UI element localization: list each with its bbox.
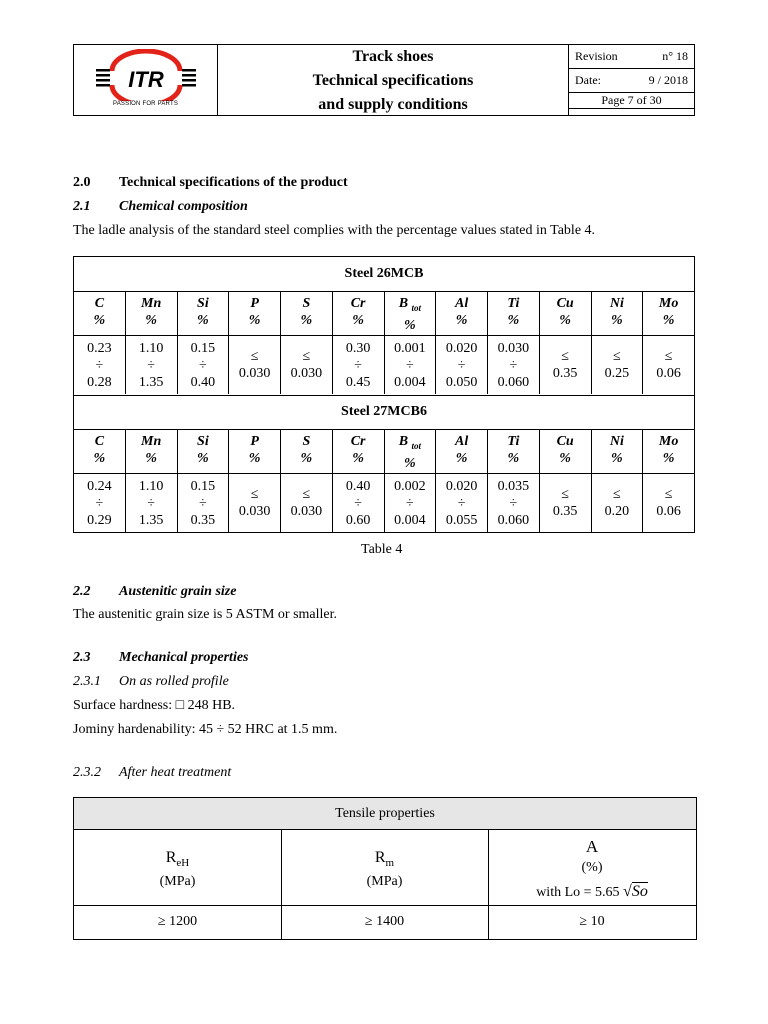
composition-value-cell xyxy=(643,336,694,394)
composition-value: ÷ xyxy=(147,357,155,373)
element-symbol: C xyxy=(94,434,105,449)
composition-value-cell xyxy=(436,474,488,532)
unit-label: % xyxy=(455,451,468,466)
jominy-text: Jominy hardenability: 45 ÷ 52 HRC at 1.5 mm. xyxy=(73,722,338,737)
unit-label: % xyxy=(145,451,157,466)
sqrt-icon: √ xyxy=(623,883,632,900)
unit-label: % xyxy=(507,451,520,466)
reh-unit: (MPa) xyxy=(159,874,196,890)
composition-value: 0.060 xyxy=(497,374,530,390)
composition-value-cell xyxy=(540,474,592,532)
composition-value: ≤ xyxy=(250,349,259,364)
composition-value: ÷ xyxy=(199,357,207,373)
composition-value: ÷ xyxy=(95,495,104,511)
subsection-number: 2.3.1 xyxy=(73,674,101,689)
composition-value-cell xyxy=(281,336,333,394)
element-header-cell xyxy=(74,291,126,335)
composition-value: 0.28 xyxy=(87,374,112,390)
composition-value: ÷ xyxy=(406,357,414,373)
document-title xyxy=(218,45,569,115)
element-header-cell xyxy=(229,291,281,335)
composition-value: ÷ xyxy=(509,495,518,511)
element-symbol: S xyxy=(302,296,311,311)
unit-label: % xyxy=(93,451,106,466)
composition-value-cell xyxy=(333,474,385,532)
subsection-heading: After heat treatment xyxy=(119,765,232,780)
section-number: 2.3 xyxy=(73,650,91,665)
composition-value: 0.24 xyxy=(87,478,112,494)
element-header-cell xyxy=(74,429,126,473)
chemical-composition-table xyxy=(73,256,695,533)
element-header-cell xyxy=(333,429,385,473)
composition-value-cell xyxy=(488,474,540,532)
composition-value: 0.030 xyxy=(290,504,323,519)
composition-value: ÷ xyxy=(199,495,207,511)
element-header-cell xyxy=(126,291,178,335)
element-symbol: Ni xyxy=(609,296,624,311)
element-symbol: Ni xyxy=(609,434,624,449)
composition-value-cell xyxy=(643,474,694,532)
date-label: Date: xyxy=(575,73,601,87)
unit-label: % xyxy=(352,451,364,466)
composition-value: 0.40 xyxy=(190,374,216,390)
composition-value: ÷ xyxy=(509,357,518,373)
composition-value-cell xyxy=(592,474,644,532)
composition-value-cell xyxy=(281,474,333,532)
composition-value: 0.15 xyxy=(190,340,216,356)
composition-value: ≤ xyxy=(302,349,311,364)
composition-value: 0.06 xyxy=(656,366,681,381)
composition-value: 0.35 xyxy=(552,366,578,381)
element-symbol: Ti xyxy=(507,296,520,311)
composition-value-cell xyxy=(488,336,540,394)
composition-value: 0.030 xyxy=(238,504,271,519)
unit-label: % xyxy=(248,451,261,466)
composition-value-cell xyxy=(229,336,281,394)
section-heading: Technical specifications of the product xyxy=(119,175,348,190)
composition-value: 0.030 xyxy=(497,340,530,356)
gauge-length-text: with Lo = 5.65 xyxy=(536,885,620,900)
reh-subscript: eH xyxy=(176,857,190,870)
composition-value: 0.40 xyxy=(345,478,371,494)
composition-value: 0.004 xyxy=(394,374,426,390)
element-header-cell xyxy=(540,291,592,335)
element-header-cell xyxy=(488,429,540,473)
composition-value: 1.10 xyxy=(138,478,164,494)
section-heading: Mechanical properties xyxy=(119,650,249,665)
element-header-cell xyxy=(643,429,694,473)
composition-value-cell xyxy=(592,336,644,394)
composition-value: 0.050 xyxy=(445,374,478,390)
composition-value: 0.60 xyxy=(345,512,371,528)
composition-values-row xyxy=(74,336,694,394)
composition-value: ≤ xyxy=(613,487,621,502)
date-value: 9 / 2018 xyxy=(648,73,688,87)
element-header-cell xyxy=(592,291,644,335)
composition-value-cell xyxy=(540,336,592,394)
composition-value: 0.060 xyxy=(497,512,530,528)
composition-value: 0.002 xyxy=(394,478,426,494)
element-header-cell xyxy=(333,291,385,335)
sqrt-operand: So xyxy=(631,883,648,900)
document-meta xyxy=(569,45,694,115)
composition-value-cell xyxy=(333,336,385,394)
unit-label: % xyxy=(455,313,468,328)
element-header-cell xyxy=(229,429,281,473)
date-row xyxy=(569,69,694,93)
composition-value-cell xyxy=(385,336,437,394)
element-symbol: Cu xyxy=(556,296,574,311)
section-number: 2.1 xyxy=(73,199,91,214)
composition-value: 0.29 xyxy=(87,512,112,528)
composition-value: ÷ xyxy=(457,495,466,511)
rm-unit: (MPa) xyxy=(366,874,403,890)
section-number: 2.2 xyxy=(73,584,91,599)
composition-value: ≤ xyxy=(561,349,569,364)
element-header-cell xyxy=(281,429,333,473)
steel-grade-title: Steel 26MCB xyxy=(344,266,424,281)
composition-value: 0.20 xyxy=(604,504,630,519)
composition-value: 0.30 xyxy=(345,340,371,356)
element-header-row xyxy=(74,429,694,473)
element-symbol: S xyxy=(302,434,311,449)
element-header-cell xyxy=(385,291,437,335)
element-symbol: Mo xyxy=(658,296,679,311)
element-symbol: Al xyxy=(455,296,469,311)
element-symbol: Cu xyxy=(556,434,574,449)
element-symbol: B xyxy=(398,296,409,311)
reh-symbol: R xyxy=(165,849,177,866)
title-line: and supply conditions xyxy=(318,96,468,113)
composition-value: 0.035 xyxy=(497,478,530,494)
element-symbol: Si xyxy=(197,296,209,311)
company-logo xyxy=(74,45,218,115)
revision-label: Revision xyxy=(575,49,618,63)
composition-value-cell xyxy=(178,336,230,394)
surface-hardness-text: Surface hardness: □ 248 HB. xyxy=(73,698,236,713)
composition-value: 0.35 xyxy=(552,504,578,519)
unit-label: % xyxy=(404,455,416,471)
unit-label: % xyxy=(611,313,623,328)
composition-value: 0.15 xyxy=(190,478,216,494)
composition-value: ÷ xyxy=(457,357,466,373)
element-header-cell xyxy=(540,429,592,473)
revision-value: n° 18 xyxy=(662,49,688,63)
table-caption: Table 4 xyxy=(361,542,403,557)
composition-value: 0.23 xyxy=(87,340,112,356)
composition-values-row xyxy=(74,474,694,532)
reh-value: ≥ 1200 xyxy=(157,914,198,929)
unit-label: % xyxy=(352,313,364,328)
element-symbol: Mo xyxy=(658,434,679,449)
unit-label: % xyxy=(611,451,623,466)
reh-header xyxy=(74,848,281,891)
element-symbol: Al xyxy=(455,434,469,449)
composition-value: ≤ xyxy=(302,487,311,502)
section-number: 2.0 xyxy=(73,175,91,190)
element-subscript: tot xyxy=(411,302,422,313)
element-header-cell xyxy=(126,429,178,473)
itr-logo-icon xyxy=(92,49,200,101)
composition-value-cell xyxy=(385,474,437,532)
steel-grade-title: Steel 27MCB6 xyxy=(341,404,427,419)
composition-value: 0.06 xyxy=(656,504,681,519)
elongation-symbol: A xyxy=(585,837,599,856)
composition-value: 1.35 xyxy=(138,512,164,528)
logo-wordmark: ITR xyxy=(128,67,164,92)
composition-value: 0.35 xyxy=(190,512,216,528)
composition-value: 1.10 xyxy=(138,340,164,356)
element-symbol: Cr xyxy=(350,434,366,449)
element-symbol: C xyxy=(94,296,105,311)
composition-value: 0.45 xyxy=(345,374,371,390)
element-header-row xyxy=(74,291,694,335)
unit-label: % xyxy=(248,313,261,328)
unit-label: % xyxy=(300,313,313,328)
title-line: Track shoes xyxy=(352,48,434,65)
element-symbol: B xyxy=(398,434,409,449)
element-header-cell xyxy=(385,429,437,473)
unit-label: % xyxy=(93,313,106,328)
paragraph: The austenitic grain size is 5 ASTM or smaller. xyxy=(73,607,338,622)
revision-row xyxy=(569,45,694,69)
composition-value: 0.055 xyxy=(445,512,478,528)
composition-value: 0.020 xyxy=(445,340,478,356)
unit-label: % xyxy=(662,451,675,466)
composition-value-cell xyxy=(74,474,126,532)
composition-value-cell xyxy=(178,474,230,532)
elongation-value: ≥ 10 xyxy=(579,914,605,929)
element-symbol: Cr xyxy=(350,296,366,311)
composition-value: ÷ xyxy=(147,495,155,511)
document-header xyxy=(73,44,695,116)
unit-label: % xyxy=(559,451,571,466)
composition-value: ÷ xyxy=(406,495,414,511)
element-symbol: Mn xyxy=(141,434,162,449)
composition-value-cell xyxy=(126,474,178,532)
composition-value: ÷ xyxy=(354,357,362,373)
composition-value: 0.030 xyxy=(290,366,323,381)
composition-value-cell xyxy=(436,336,488,394)
element-symbol: P xyxy=(250,434,259,449)
subsection-number: 2.3.2 xyxy=(73,765,101,780)
composition-value: ≤ xyxy=(613,349,621,364)
gauge-length-formula xyxy=(488,882,696,903)
composition-value: ≤ xyxy=(664,349,673,364)
composition-value: 0.004 xyxy=(394,512,426,528)
composition-value: ≤ xyxy=(561,487,569,502)
element-header-cell xyxy=(436,429,488,473)
element-symbol: Ti xyxy=(507,434,520,449)
rm-value: ≥ 1400 xyxy=(364,914,405,929)
composition-value-cell xyxy=(74,336,126,394)
rm-header xyxy=(281,848,488,891)
composition-value: 0.25 xyxy=(604,366,630,381)
composition-value: 0.030 xyxy=(238,366,271,381)
element-header-cell xyxy=(592,429,644,473)
composition-value: ÷ xyxy=(354,495,362,511)
composition-value: ÷ xyxy=(95,357,104,373)
page-number: Page 7 of 30 xyxy=(569,93,694,109)
element-header-cell xyxy=(281,291,333,335)
logo-tagline: PASSION FOR PARTS xyxy=(112,101,179,107)
unit-label: % xyxy=(559,313,571,328)
tensile-title: Tensile properties xyxy=(74,798,696,830)
element-header-cell xyxy=(488,291,540,335)
tensile-properties-table xyxy=(73,797,697,940)
rm-subscript: m xyxy=(385,857,395,870)
composition-value: ≤ xyxy=(250,487,259,502)
element-symbol: P xyxy=(250,296,259,311)
elongation-header xyxy=(488,836,696,903)
element-header-cell xyxy=(436,291,488,335)
unit-label: % xyxy=(404,317,416,333)
unit-label: % xyxy=(507,313,520,328)
composition-value: 0.020 xyxy=(445,478,478,494)
composition-value-cell xyxy=(126,336,178,394)
element-header-cell xyxy=(643,291,694,335)
unit-label: % xyxy=(197,451,209,466)
paragraph: The ladle analysis of the standard steel complies with the percentage values stated in Table 4. xyxy=(73,223,596,238)
unit-label: % xyxy=(145,313,157,328)
unit-label: % xyxy=(662,313,675,328)
composition-value: 1.35 xyxy=(138,374,164,390)
unit-label: % xyxy=(197,313,209,328)
elongation-unit: (%) xyxy=(581,860,603,875)
element-symbol: Si xyxy=(197,434,209,449)
element-header-cell xyxy=(178,291,230,335)
rm-symbol: R xyxy=(374,849,386,866)
composition-value: ≤ xyxy=(664,487,673,502)
element-header-cell xyxy=(178,429,230,473)
element-symbol: Mn xyxy=(141,296,162,311)
composition-value-cell xyxy=(229,474,281,532)
title-line: Technical specifications xyxy=(312,72,474,89)
composition-value: 0.001 xyxy=(394,340,426,356)
section-heading: Chemical composition xyxy=(119,199,248,214)
unit-label: % xyxy=(300,451,313,466)
section-heading: Austenitic grain size xyxy=(119,584,237,599)
subsection-heading: On as rolled profile xyxy=(119,674,229,689)
element-subscript: tot xyxy=(411,440,422,451)
